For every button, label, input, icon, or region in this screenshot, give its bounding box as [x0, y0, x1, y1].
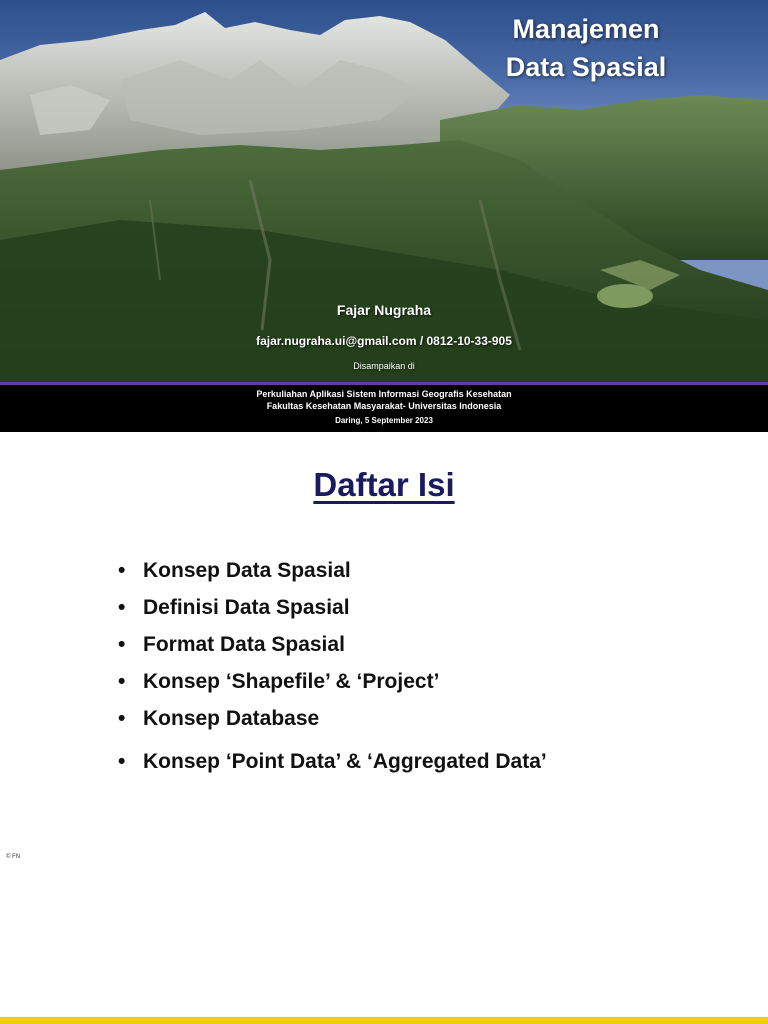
author-contact: fajar.nugraha.ui@gmail.com / 0812-10-33-905 — [256, 334, 512, 348]
presentation-date: Daring, 5 September 2023 — [335, 416, 433, 425]
author-name: Fajar Nugraha — [336, 302, 432, 318]
bullet-icon: • — [118, 707, 126, 730]
title-line-1: Manajemen — [512, 14, 660, 44]
list-item — [118, 589, 547, 626]
list-item-label: Konsep ‘Point Data’ & ‘Aggregated Data’ — [143, 750, 547, 773]
list-item-label: Konsep ‘Shapefile’ & ‘Project’ — [143, 670, 440, 693]
bullet-icon: • — [118, 750, 126, 773]
list-item-label: Konsep Database — [143, 707, 320, 730]
presentation-title — [456, 10, 716, 86]
list-item — [118, 663, 547, 700]
title-line-2: Data Spasial — [505, 52, 667, 82]
list-item-label: Format Data Spasial — [143, 633, 345, 656]
list-item-label: Definisi Data Spasial — [143, 596, 350, 619]
list-item-label: Konsep Data Spasial — [143, 559, 351, 582]
toc-list — [118, 552, 547, 780]
list-item — [118, 626, 547, 663]
copyright-note: © FN — [6, 854, 21, 860]
faculty-name: Fakultas Kesehatan Masyarakat- Universitas Indonesia — [266, 401, 502, 411]
toc-title: Daftar Isi — [313, 466, 455, 503]
bullet-icon: • — [118, 633, 126, 656]
course-info-band — [0, 385, 768, 432]
list-item — [118, 743, 547, 780]
bottom-accent-bar — [0, 1017, 768, 1024]
table-of-contents-slide — [0, 432, 768, 1024]
course-name: Perkuliahan Aplikasi Sistem Informasi Geografis Kesehatan — [256, 389, 512, 399]
bullet-icon: • — [118, 670, 126, 693]
presented-at-label: Disampaikan di — [353, 361, 415, 371]
list-item — [118, 552, 547, 589]
bullet-icon: • — [118, 596, 126, 619]
bullet-icon: • — [118, 559, 126, 582]
title-slide — [0, 0, 768, 432]
list-item — [118, 700, 547, 737]
